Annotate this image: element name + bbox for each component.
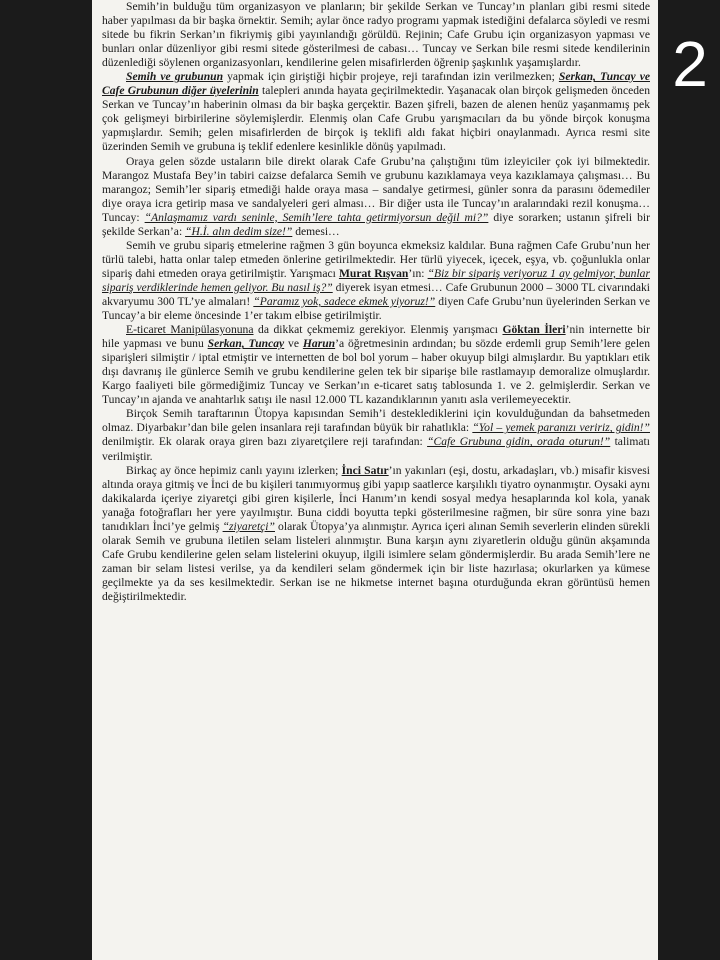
emphasized-text: Harun: [302, 337, 336, 351]
text-run: diye sorarken; ustanın şifreli bir şekilde Serkan’a:: [102, 210, 650, 238]
emphasized-text: “ziyaretçi”: [222, 519, 275, 533]
paragraph: [102, 323, 650, 407]
text-run: ’ın:: [408, 266, 428, 280]
emphasized-text: Murat Rışvan: [338, 266, 409, 280]
emphasized-text: “H.İ. alın dedim size!”: [185, 224, 293, 238]
paragraph: [102, 407, 650, 463]
text-run: ’nin internette bir hile yapması ve bunu: [102, 323, 651, 351]
emphasized-text: “Biz bir sipariş veriyoruz 1 ay gelmiyor, bunlar sipariş verdiklerinde hemen geliyor. Bu nasıl iş?”: [102, 266, 650, 294]
emphasized-text: “Anlaşmamız vardı seninle, Semih’lere tahta getirmiyorsun değil mi?”: [144, 210, 489, 224]
text-run: Birkaç ay önce hepimiz canlı yayını izlerken;: [126, 463, 342, 477]
emphasized-text: Göktan İleri: [502, 323, 566, 337]
document-body: [92, 0, 658, 604]
emphasized-text: “Yol – yemek paranızı veririz, gidin!”: [472, 421, 650, 435]
text-run: da dikkat çekmemiz gerekiyor. Elenmiş yarışmacı: [253, 323, 503, 337]
text-run: Oraya gelen sözde ustaların bile direkt olarak Cafe Grubu’na çalıştığını tüm izleyiciler çok iyi bilmektedir. Marangoz Mustafa Bey’in tabiri caizse defalarca Semih ve grubunu kazıklamaya veya kazıklamaya çalışması… Bu marangoz; Semih’ler sipariş etmediği halde oraya masa – sandalye getirmesi, günler sonra da parasını ödemediler diye oraya icra getirip masa ve sandalyeleri geri alması… Bir diğer usta ile Tuncay’ın aralarındaki rezil konuşma… Tuncay:: [102, 154, 650, 224]
text-run: talepleri anında hayata geçirilmektedir. Yaşanacak olan birçok gelişmeden önceden Serkan ve Tuncay’ın haberinin olması da bir başka gerçektir. Bazen şifreli, bazen de alenen henüz yaşanmamış pek çok gelişmeyi birbirilerine söylemişlerdir. Elenmiş olan Cafe Grubu yarışmacıları da bu yönde birçok konuşma yapmışlardır. Semih; gelen misafirlerden de birçok iş teklifi aldı fakat hiçbiri onaylanmadı. Ayrıca resmi site üzerinden Semih ve grubuna iş teklif edenlere kesinlikle dönüş yapılmadı.: [102, 84, 650, 154]
text-run: ’a öğretmesinin ardından; bu sözde erdemli grup Semih’lere gelen siparişleri silmiştir / iptal etmiştir ve internetten de bol bol yorum – haber okuyup bilgi almışlardır. Bu yaptıkları etik dışı davranış ile günlerce Semih ve grubu kendilerine gelen tek bir siparişe bile rastlamayıp demoralize olmuşlardır. Kargo faaliyeti bile görmediğimiz Tuncay ve Serkan’ın e-ticaret satış tablosunda 1. ve 2. gelmişlerdir. Serkan ve Tuncay’ın ajanda ve anahtarlık satışı ile nasıl 12.000 TL kazandıklarının yanıtı asla verilemeyecektir.: [102, 337, 650, 407]
emphasized-text: Semih ve grubunun: [126, 70, 224, 84]
paragraph: [102, 239, 650, 323]
text-run: Semih’in bulduğu tüm organizasyon ve planların; bir şekilde Serkan ve Tuncay’ın planları gibi resmi sitede haber yapılması da bir başka örnektir. Semih; aylar önce radyo programı yapmak istediğini defalarca söyledi ve resmi sitede bu fikrin Serkan’ın fikriymiş gibi yayınlandığı görüldü. Rejinin; Cafe Grubu için organizasyon yapması ve bunları onlar düzenliyor gibi resmi sitede gösterilmesi de cabası… Tuncay ve Serkan bile resmi sitede kendilerinin düzenlediği söylenen organizasyonları, kendilerine gelen misafirlerden öğrenip şaşkınlık yaşamışlardır.: [102, 0, 650, 70]
document-page: [92, 0, 658, 960]
emphasized-text: İnci Satır: [341, 463, 389, 477]
paragraph: [102, 0, 650, 70]
emphasized-text: E-ticaret Manipülasyonuna: [126, 323, 254, 337]
emphasized-text: Serkan, Tuncay ve Cafe Grubunun diğer üyelerinin: [102, 70, 650, 98]
emphasized-text: “Cafe Grubuna gidin, orada oturun!”: [427, 435, 611, 449]
text-run: denilmiştir. Ek olarak oraya giren bazı ziyaretçilere reji tarafından:: [102, 435, 428, 449]
text-run: diyerek isyan etmesi… Cafe Grubunun 2000 – 3000 TL civarındaki akvaryumu 300 TL’ye almaları!: [102, 280, 650, 308]
paragraph: [102, 70, 650, 154]
text-run: ve: [284, 337, 303, 351]
paragraph: [102, 155, 650, 239]
text-run: Semih ve grubu sipariş etmelerine rağmen 3 gün boyunca ekmeksiz kaldılar. Buna rağmen Cafe Grubu’nun her türlü talebi, hatta onlar talep etmeden önlerine getirilmektedir. Her türlü yiyecek, içecek, eşya, vb. çoğunlukla onlar sipariş dahi etmeden oraya getirilmiştir. Yarışmacı: [102, 238, 650, 280]
emphasized-text: Serkan, Tuncay: [207, 337, 285, 351]
emphasized-text: “Paramız yok, sadece ekmek yiyoruz!”: [253, 294, 436, 308]
text-run: Birçok Semih taraftarının Ütopya kapısından Semih’i desteklediklerini için kovulduğundan da bahsetmeden olmaz. Diyarbakır’dan bile gelen insanlara reji tarafından büyük bir rahatlıkla:: [102, 407, 650, 435]
text-run: olarak Ütopya’ya alınmıştır. Ayrıca içeri alınan Semih severlerin elinden sürekli olarak Semih ve grubuna iletilen selam listeleri alınmıştır. Buna karşın aynı ziyaretlerin olduğu günün akşamında Cafe Grubu kendilerine gelen selam listelerini okuyup, ilgili isimlere selam göndermişlerdir. Bu arada Semih’lere ne zaman bir selam listesi verilse, ya da kendileri selam göndermek için bir liste hazırlasa; okurlarken ya kümese geçilmekte ya da ses kesilmektedir. Serkan ise ne hikmetse internet başına oturduğunda ekran görüntüsü hemen değiştirilmektedir.: [102, 519, 651, 603]
page-number: 2: [672, 28, 708, 100]
text-run: diyen Cafe Grubu’nun üyelerinden Serkan ve Tuncay’a bir eleme öncesinde 1’er takım elbise getirilmiştir.: [102, 294, 650, 323]
text-run: ’ın yakınları (eşi, dostu, arkadaşları, vb.) misafir kisvesi altında oraya gitmiş ve İnci de bu kişileri tanımıyormuş gibi yapıp saatlerce karşılıklı tiyatro oynanmıştır. Oysaki aynı dakikalarda içeriye ziyaretçi gibi giren kişilerle, İnci Hanım’ın kendi sosyal medya hesaplarında kol kola, yanak yanağa fotoğrafları her yere yayılmıştır. Buna ciddi boyutta tepki gösterilmesine rağmen, bir süre sonra yine bazı tanıdıkları İnci’ye gelmiş: [102, 463, 651, 533]
text-run: yapmak için giriştiği hiçbir projeye, reji tarafından izin verilmezken;: [223, 70, 559, 84]
text-run: talimatı verilmiştir.: [102, 435, 650, 463]
paragraph: [102, 464, 650, 604]
text-run: demesi…: [292, 224, 340, 238]
